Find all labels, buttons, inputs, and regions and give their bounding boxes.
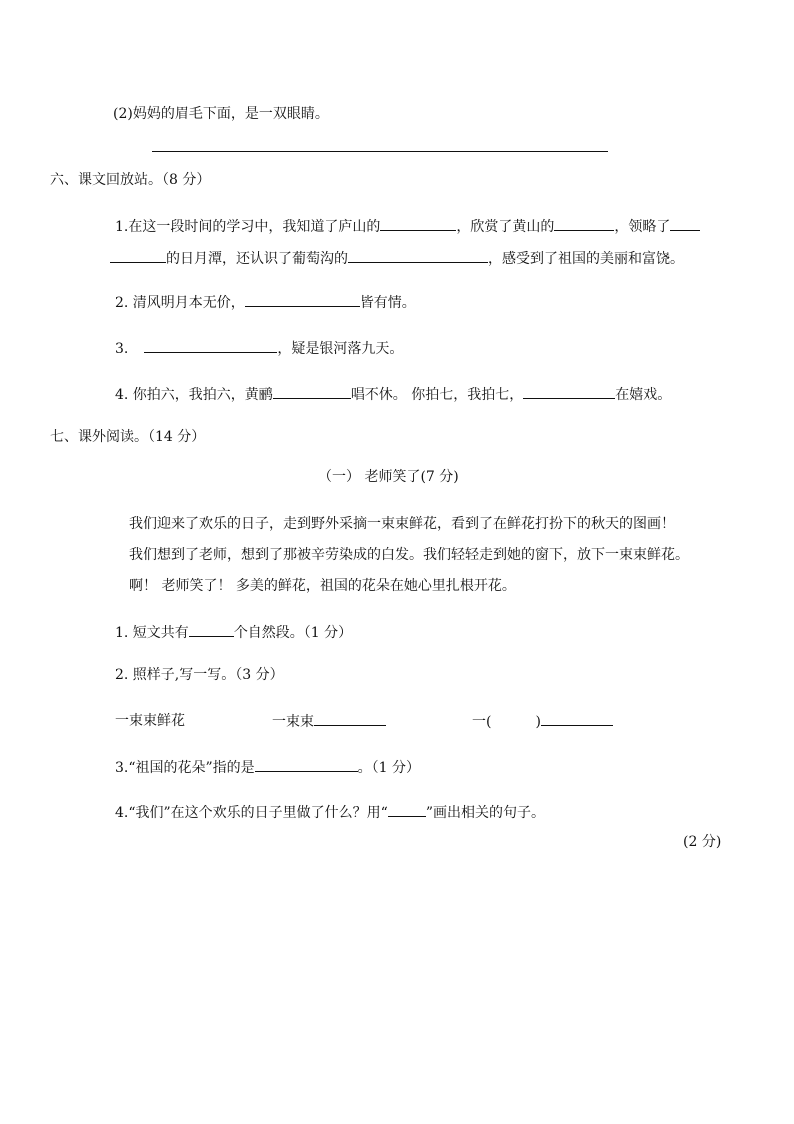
fill-phrase-2-open: 一(	[472, 714, 492, 730]
s7-q2: 2. 照样子,写一写。（3 分）	[115, 667, 284, 683]
fill-phrase-2	[472, 711, 613, 732]
s6-item1-text-a: 1.在这一段时间的学习中，我知道了庐山的	[115, 219, 381, 235]
s6-item3	[115, 338, 403, 359]
s6-item3-text-a: 3.	[115, 341, 129, 357]
s6-item1-text-d: 的日月潭，还认识了葡萄沟的	[166, 251, 348, 267]
blank-huaduo[interactable]	[255, 757, 358, 772]
section7-title: 七、课外阅读。（14 分）	[50, 429, 206, 445]
s6-item4	[115, 384, 671, 405]
s6-item2-text-b: 皆有情。	[359, 295, 416, 311]
s7-q4-text-a: 4.“我们”在这个欢乐的日子里做了什么？用“	[115, 805, 388, 821]
s7-q3-text-b: 。（1 分）	[357, 760, 421, 776]
s6-item2	[115, 292, 416, 313]
s6-item1-text-e: ，感受到了祖国的美丽和富饶。	[488, 251, 684, 267]
blank-item2[interactable]	[245, 292, 360, 307]
fill-phrase-1	[272, 711, 386, 732]
blank-item4b[interactable]	[523, 384, 615, 399]
passage-line2: 我们想到了老师，想到了那被辛劳染成的白发。我们轻轻走到她的窗下，放下一束束鲜花。	[129, 547, 689, 563]
s7-q1-text-b: 个自然段。（1 分）	[233, 625, 353, 641]
blank-lushan[interactable]	[380, 216, 456, 231]
s7-q4-text-b: ”画出相关的句子。	[425, 805, 545, 821]
s6-item4-text-c: 在嬉戏。	[615, 387, 672, 403]
blank-phrase-1[interactable]	[314, 711, 386, 726]
s6-item1-line2	[110, 248, 684, 269]
s7-q4	[115, 802, 545, 823]
q5-item2: (2)妈妈的眉毛下面，是一双眼睛。	[113, 106, 329, 122]
s7-q4-score: (2 分)	[683, 834, 722, 850]
blank-putaogou[interactable]	[348, 248, 488, 263]
passage-line3: 啊！ 老师笑了！ 多美的鲜花，祖国的花朵在她心里扎根开花。	[129, 578, 516, 594]
fill-phrase-1-text: 一束束	[272, 714, 314, 730]
blank-riyuetan-start[interactable]	[670, 216, 700, 231]
s6-item1-line1	[115, 216, 700, 237]
blank-huangshan[interactable]	[554, 216, 614, 231]
blank-riyuetan[interactable]	[110, 248, 166, 263]
s6-item1-text-c: ，领略了	[614, 219, 671, 235]
s6-item4-text-a: 4. 你拍六，我拍六，黄鹂	[115, 387, 273, 403]
fill-phrase-2-close: )	[535, 714, 541, 730]
underline-mark	[388, 802, 426, 817]
blank-huangli[interactable]	[273, 384, 351, 399]
s6-item2-text-a: 2. 清风明月本无价，	[115, 295, 245, 311]
s7-q1	[115, 622, 352, 643]
blank-paragraph-count[interactable]	[189, 622, 234, 637]
s6-item1-text-b: ，欣赏了黄山的	[456, 219, 555, 235]
passage-line1: 我们迎来了欢乐的日子，走到野外采摘一束束鲜花，看到了在鲜花打扮下的秋天的图画！	[129, 516, 675, 532]
section6-title: 六、课文回放站。（8 分）	[50, 172, 211, 188]
passage-title: （一） 老师笑了(7 分)	[318, 469, 459, 485]
s7-q3	[115, 757, 420, 778]
example-phrase: 一束束鲜花	[115, 713, 185, 729]
blank-item3[interactable]	[144, 338, 277, 353]
s7-q1-text-a: 1. 短文共有	[115, 625, 189, 641]
blank-phrase-2[interactable]	[541, 711, 613, 726]
s7-q3-text-a: 3.“祖国的花朵”指的是	[115, 760, 255, 776]
answer-line[interactable]	[152, 151, 608, 152]
s6-item4-text-b: 唱不休。 你拍七，我拍七，	[350, 387, 524, 403]
s6-item3-text-b: ，疑是银河落九天。	[277, 341, 404, 357]
